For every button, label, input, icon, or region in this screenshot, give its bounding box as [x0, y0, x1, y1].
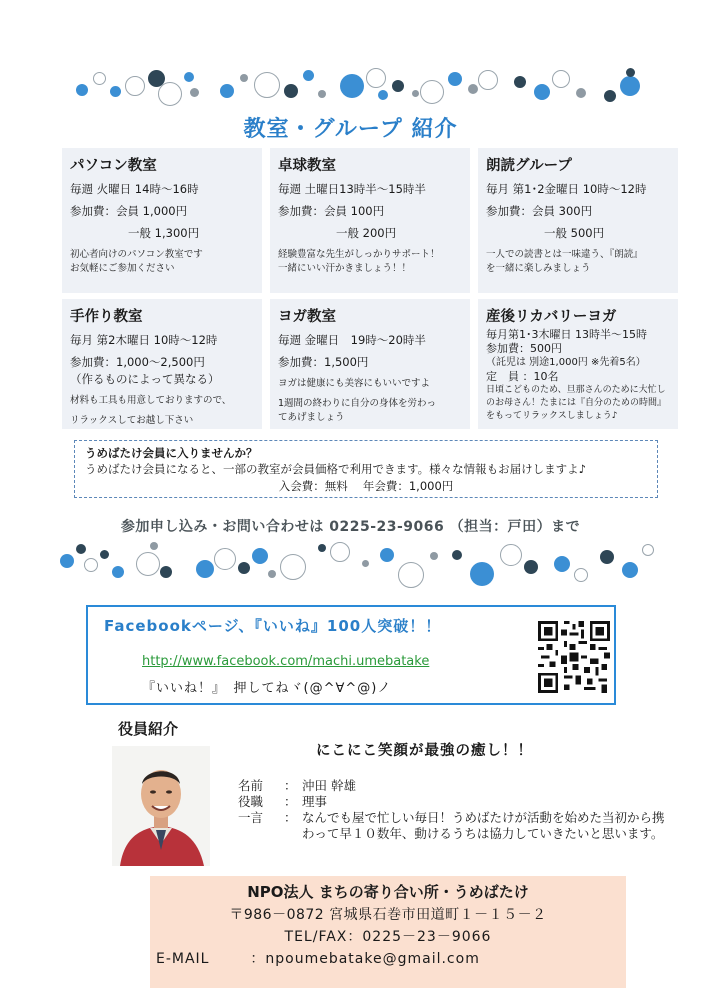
membership-box	[74, 440, 658, 498]
class-name: 朗読グループ	[486, 158, 572, 174]
class-card-postnatal-yoga	[478, 299, 678, 429]
class-childcare: （託児は 別途1,000円 ※先着5名）	[486, 357, 646, 368]
class-schedule: 毎月第1･3木曜日 13時半～15時	[486, 328, 647, 341]
class-fee-general: 一般 200円	[336, 226, 397, 240]
class-card-reading	[478, 148, 678, 293]
class-name: 手作り教室	[70, 309, 143, 325]
org-name: NPO法人 まちの寄り合い所・うめばたけ	[247, 883, 529, 901]
class-name: ヨガ教室	[278, 309, 336, 325]
class-schedule: 毎週 土曜日13時半～15時半	[278, 182, 426, 196]
class-grid	[62, 148, 678, 429]
profile-key: 役職	[238, 794, 264, 809]
membership-text: うめばたけ会員になると、一部の教室が会員価格で利用できます。様々な情報もお届けしますよ♪	[85, 462, 586, 476]
class-note: を一緒に楽しみましょう	[486, 263, 591, 274]
class-fee: 参加費：500円	[486, 342, 562, 355]
class-card-yoga	[270, 299, 470, 429]
class-note: ヨガは健康にも美容にもいいですよ	[278, 378, 431, 389]
class-capacity: 定 員 ：10名	[486, 370, 559, 383]
class-note: リラックスしてお越し下さい	[70, 415, 194, 426]
class-note: 一人での読書とは一味違う、『朗読』	[486, 249, 643, 260]
class-name: 産後リカバリーヨガ	[486, 309, 617, 325]
class-note: 一緒にいい汗かきましょう！！	[278, 263, 412, 274]
profile-value: 理事	[302, 794, 328, 809]
membership-heading: うめばたけ会員に入りませんか？	[85, 446, 258, 460]
officer-catchphrase: にこにこ笑顔が最強の癒し！！	[316, 743, 533, 759]
top-dot-decoration	[0, 62, 701, 106]
org-address: 〒986－0872 宮城県石巻市田道町１－１５－２	[229, 907, 547, 923]
class-note: 初心者向けのパソコン教室です	[70, 249, 203, 260]
officer-photo	[112, 746, 210, 866]
class-note: 材料も工具も用意しておりますので、	[70, 395, 232, 406]
org-tel: TEL/FAX：0225－23－9066	[284, 929, 492, 945]
profile-key: 名前	[238, 778, 264, 793]
class-name: パソコン教室	[70, 158, 157, 174]
officer-heading: 役員紹介	[118, 720, 179, 738]
profile-row: 一言 ： なんでも屋で忙しい毎日！うめばたけが活動を始めた当初から携わって早１０数年、動けるうちは協力していきたいと思います。	[238, 810, 672, 842]
class-fee-general: 一般 500円	[544, 226, 605, 240]
email-label: E-MAIL	[156, 951, 210, 967]
profile-key: 一言	[238, 810, 264, 825]
class-fee-member: 参加費：会員 300円	[486, 204, 593, 218]
facebook-url-link[interactable]: http://www.facebook.com/machi.umebatake	[142, 654, 430, 669]
class-schedule: 毎週 火曜日 14時～16時	[70, 182, 199, 196]
class-card-pc	[62, 148, 262, 293]
class-note: 経験豊富な先生がしっかりサポート！	[278, 249, 440, 260]
class-fee-member: 参加費：会員 1,000円	[70, 204, 188, 218]
facebook-like-text: 『いいね！』 押してねヾ(@^∀^@)ノ	[142, 681, 392, 696]
facebook-title: Facebookページ、『いいね』100人突破！！	[104, 617, 442, 635]
qr-code-icon[interactable]	[538, 621, 610, 693]
email-address[interactable]: ：npoumebatake@gmail.com	[250, 951, 480, 967]
class-schedule: 毎月 第1･2金曜日 10時～12時	[486, 182, 647, 196]
class-note: 1週間の終わりに自分の身体を労わっ	[278, 398, 436, 409]
class-fee: 参加費：1,000～2,500円	[70, 355, 205, 369]
class-fee-general: 一般 1,300円	[128, 226, 200, 240]
class-card-handcraft	[62, 299, 262, 429]
org-email	[150, 948, 626, 970]
middle-dot-decoration	[0, 540, 701, 590]
class-note: お気軽にご参加ください	[70, 263, 175, 274]
class-note: のお母さん！たまには『自分のための時間』	[486, 398, 667, 408]
profile-value: 沖田 幹雄	[302, 778, 356, 793]
class-card-table-tennis	[270, 148, 470, 293]
profile-value: なんでも屋で忙しい毎日！うめばたけが活動を始めた当初から携わって早１０数年、動けるうちは協力していきたいと思います。	[302, 810, 665, 841]
officer-profile	[238, 778, 672, 842]
class-schedule: 毎週 金曜日 19時～20時半	[278, 333, 426, 347]
profile-row: 役職 ： 理事	[238, 794, 672, 810]
contact-line: 参加申し込み・お問い合わせは 0225-23-9066 （担当：戸田）まで	[120, 519, 581, 535]
class-note: 日頃こどものため、旦那さんのために大忙し	[486, 385, 666, 395]
class-name: 卓球教室	[278, 158, 336, 174]
organization-footer	[150, 876, 626, 988]
class-fee-note: （作るものによって異なる）	[70, 372, 220, 386]
class-schedule: 毎月 第2木曜日 10時～12時	[70, 333, 218, 347]
page-title: 教室・グループ 紹介	[243, 117, 458, 142]
class-fee: 参加費：1,500円	[278, 355, 369, 369]
membership-fees: 入会費：無料 年会費：1,000円	[278, 479, 454, 493]
facebook-box	[86, 605, 616, 705]
profile-row: 名前 ： 沖田 幹雄	[238, 778, 672, 794]
class-note: てあげましょう	[278, 412, 345, 423]
class-note: をもってリラックスしましょう♪	[486, 411, 618, 421]
class-fee-member: 参加費：会員 100円	[278, 204, 385, 218]
